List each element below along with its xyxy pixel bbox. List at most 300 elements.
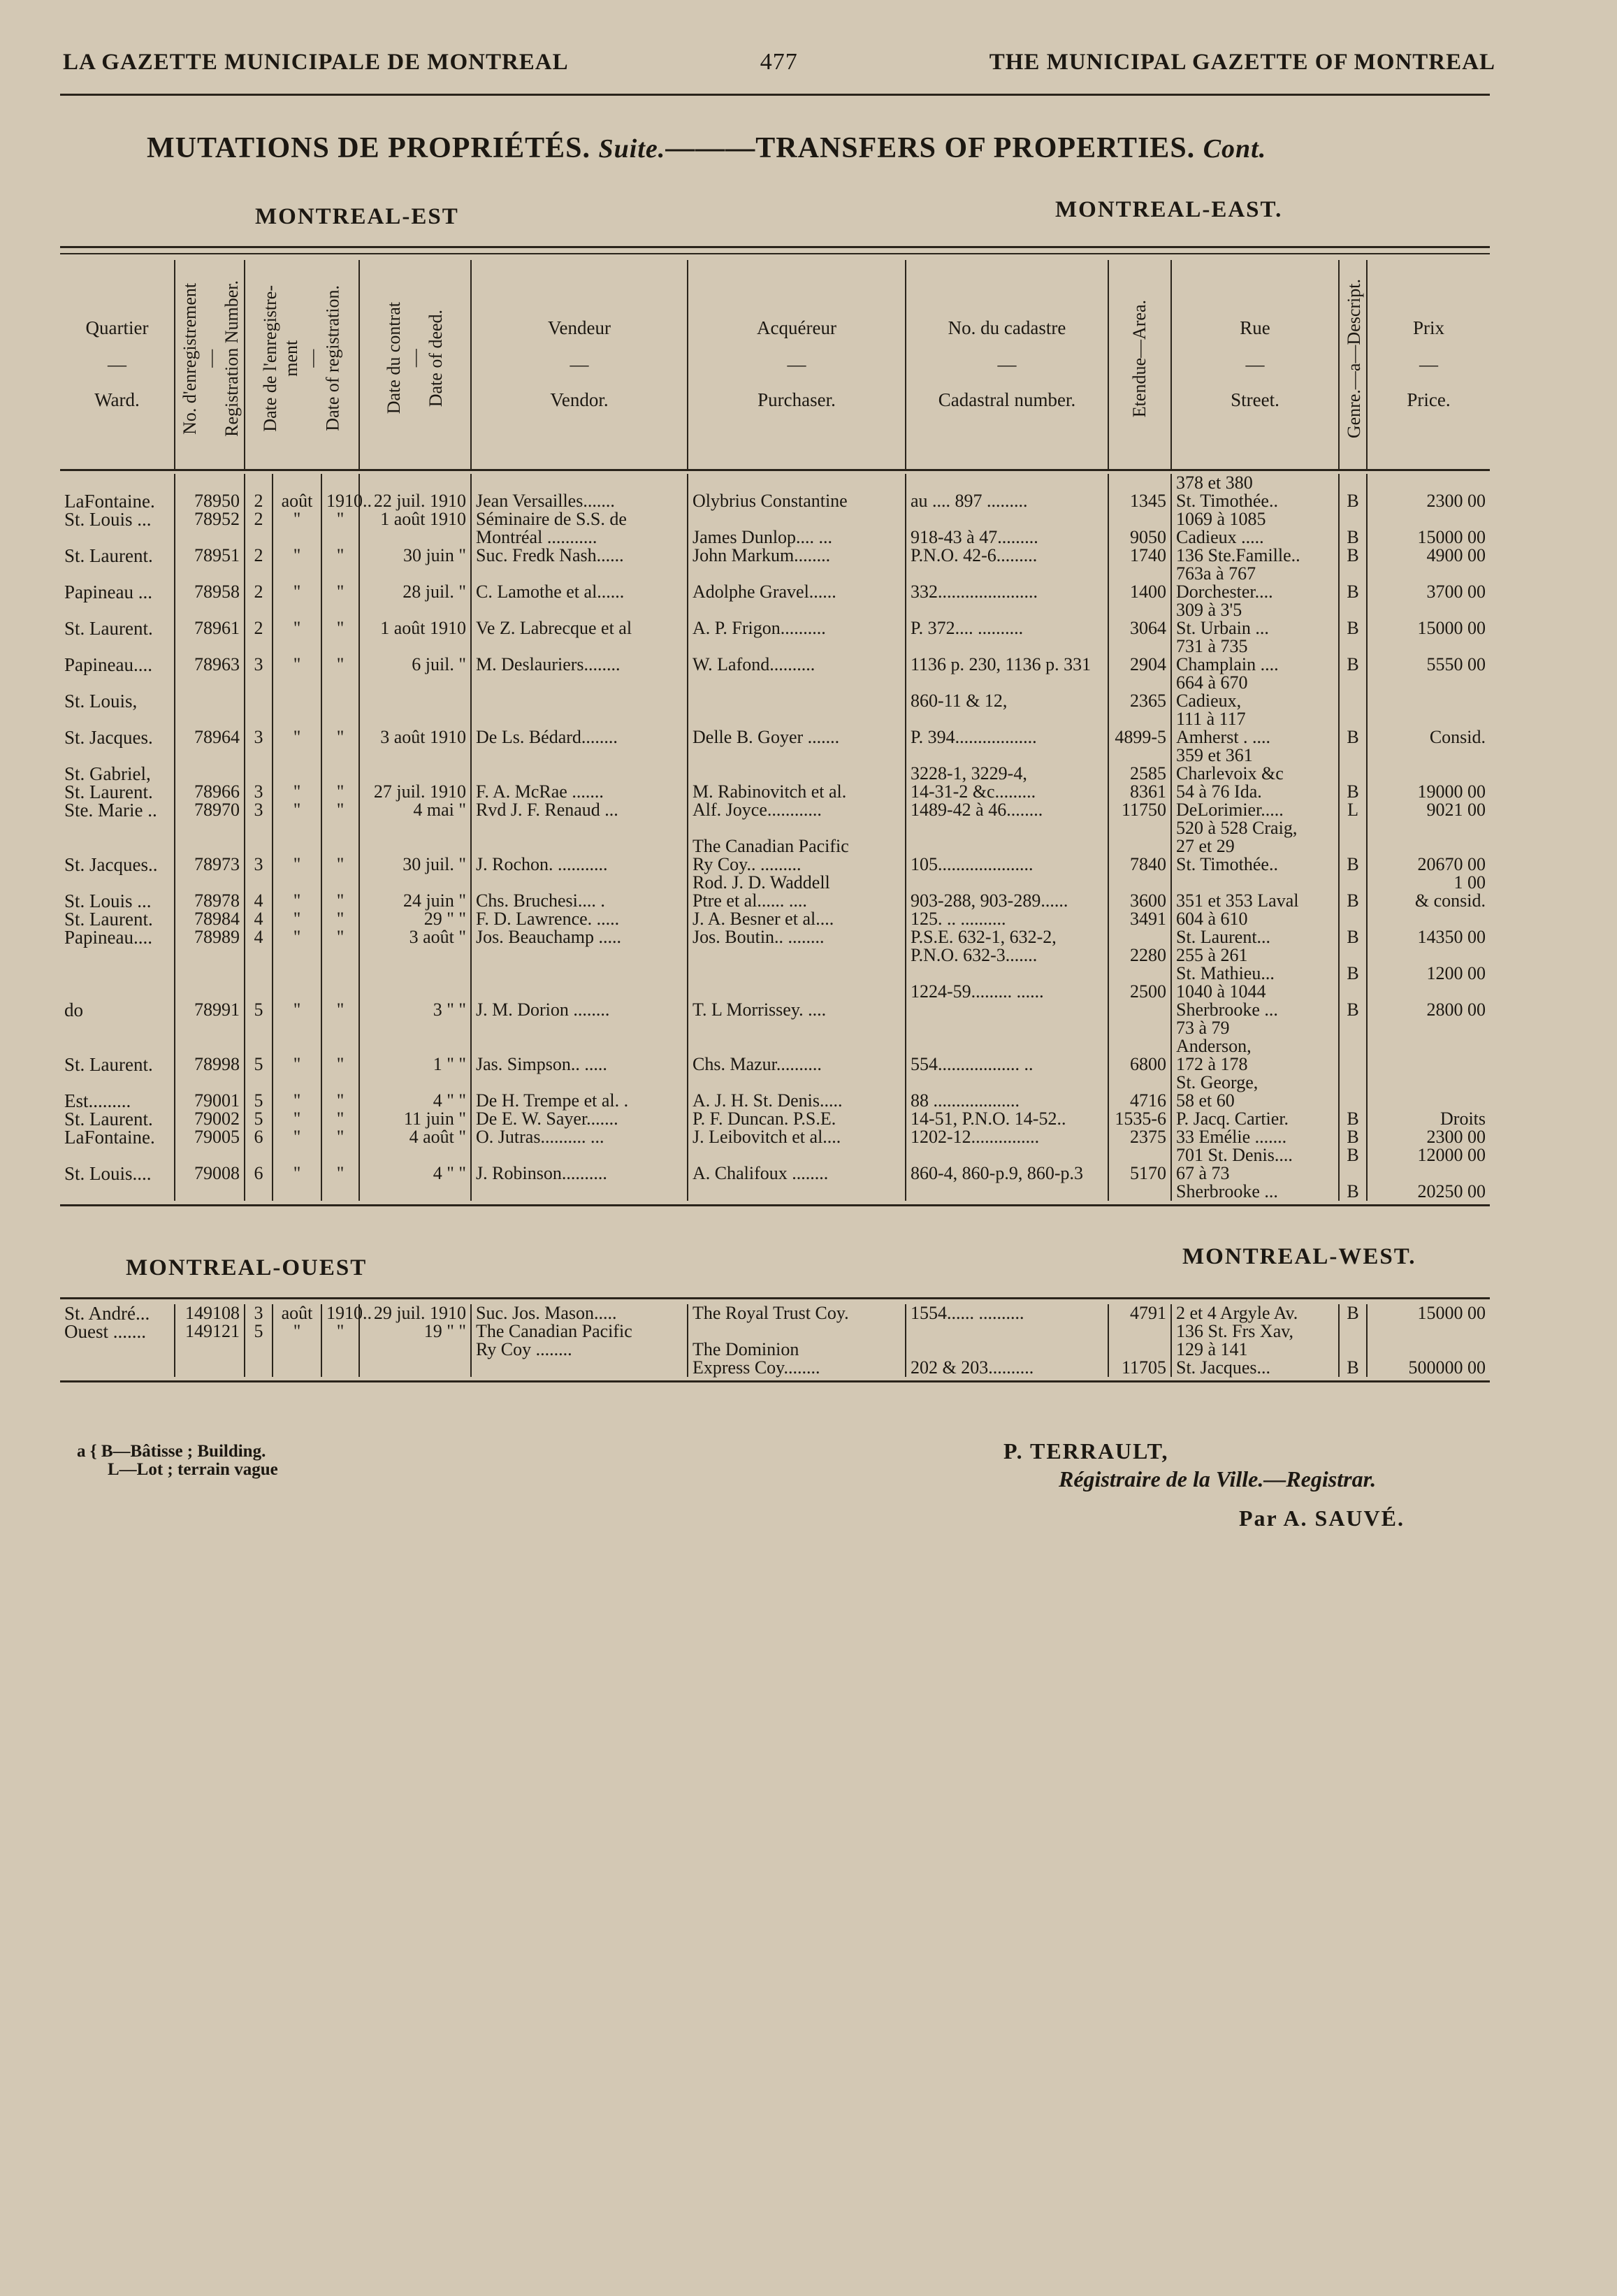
cell-line bbox=[1344, 819, 1362, 837]
cell-line bbox=[277, 819, 317, 837]
cell-line bbox=[364, 765, 466, 783]
east-header-row bbox=[60, 260, 1490, 470]
cell-cad bbox=[906, 547, 1108, 565]
east-table-body bbox=[60, 474, 1490, 1201]
cell-line bbox=[911, 819, 1103, 837]
cell-line: 9021 00 bbox=[1426, 800, 1486, 820]
cell-line: 5 bbox=[254, 1090, 263, 1111]
cell-line bbox=[1113, 710, 1166, 728]
cell-vendor bbox=[471, 547, 688, 565]
cell-line: Jas. Simpson.. ..... bbox=[476, 1054, 607, 1074]
cell-line: 33 Emélie ....... bbox=[1176, 1127, 1287, 1147]
cell-line: J. M. Dorion ........ bbox=[476, 999, 610, 1020]
cell-ward bbox=[60, 874, 175, 910]
table-row bbox=[60, 1092, 1490, 1164]
cell-line: St. Laurent. bbox=[64, 618, 153, 639]
cell-line bbox=[249, 837, 268, 855]
cell-line bbox=[1344, 474, 1362, 492]
cell-line: " bbox=[293, 909, 301, 929]
cell-line: " bbox=[293, 1321, 301, 1341]
cell-line bbox=[1372, 601, 1486, 619]
cell-ward bbox=[60, 910, 175, 983]
cell-purchaser bbox=[688, 565, 906, 601]
cell-line bbox=[64, 1019, 170, 1037]
cell-line: " bbox=[293, 1109, 301, 1129]
cell-line bbox=[326, 474, 354, 492]
footnote: a { B—Bâtisse ; Building. L—Lot ; terrain vague bbox=[77, 1442, 278, 1479]
cell-line bbox=[326, 874, 354, 892]
cell-line bbox=[180, 601, 240, 619]
cell-line bbox=[326, 1037, 354, 1055]
cell-line bbox=[1113, 837, 1166, 855]
cell-line: J. Robinson.......... bbox=[476, 1163, 607, 1183]
cell-line: 3700 00 bbox=[1426, 582, 1486, 602]
cell-line: 903-288, 903-289...... bbox=[911, 890, 1068, 911]
table-row bbox=[60, 874, 1490, 910]
cell-line: " bbox=[336, 999, 345, 1020]
column-header-line: Date of deed. bbox=[425, 309, 446, 407]
cell-area bbox=[1108, 1164, 1171, 1201]
cell-deed bbox=[359, 1304, 471, 1377]
cell-line: " bbox=[293, 1054, 301, 1074]
cell-ryear bbox=[321, 819, 359, 874]
cell-line bbox=[277, 1019, 317, 1037]
cell-ward bbox=[60, 565, 175, 601]
column-header-line: Price. bbox=[1407, 389, 1451, 410]
cell-vendor bbox=[471, 910, 688, 983]
cell-vendor bbox=[471, 874, 688, 910]
cell-ward bbox=[60, 601, 175, 637]
cell-line: P.N.O. 632-3....... bbox=[911, 945, 1038, 965]
cell-area bbox=[1108, 674, 1171, 746]
cell-descr bbox=[1339, 601, 1367, 637]
cell-line: 136 Ste.Famille.. bbox=[1176, 545, 1300, 565]
header-rule bbox=[60, 94, 1490, 96]
col-descr bbox=[1339, 260, 1367, 470]
cell-line: " bbox=[336, 1163, 345, 1183]
cell-reg bbox=[175, 674, 245, 746]
cell-line bbox=[364, 637, 466, 656]
cell-line bbox=[180, 983, 240, 1001]
cell-line: 2280 bbox=[1130, 945, 1167, 965]
cell-line bbox=[326, 692, 354, 710]
cell-line: B bbox=[1347, 654, 1359, 674]
cell-line bbox=[249, 983, 268, 1001]
east-top-rule bbox=[60, 246, 1490, 248]
west-subhead-fr: MONTREAL-OUEST bbox=[126, 1255, 368, 1280]
cell-line bbox=[180, 710, 240, 728]
cell-line: 88 ................... bbox=[911, 1090, 1020, 1111]
cell-line bbox=[1372, 1322, 1486, 1341]
cell-line: 1 " " bbox=[433, 1054, 467, 1074]
cell-line: J. Leibovitch et al.... bbox=[693, 1127, 841, 1147]
cell-line bbox=[476, 837, 683, 855]
cell-cad bbox=[906, 874, 1108, 910]
column-header-line: Acquéreur bbox=[757, 317, 836, 339]
cell-area bbox=[1108, 746, 1171, 819]
cell-line: 11750 bbox=[1121, 800, 1167, 820]
cell-line: Alf. Joyce............ bbox=[693, 800, 822, 820]
cell-reg bbox=[175, 1019, 245, 1092]
cell-line: 4 août " bbox=[409, 1127, 467, 1147]
cell-line: P. 372.... .......... bbox=[911, 618, 1024, 638]
cell-line: C. Lamothe et al...... bbox=[476, 582, 625, 602]
cell-line: Chs. Bruchesi.... . bbox=[476, 890, 605, 911]
cell-line: Jos. Beauchamp ..... bbox=[476, 927, 621, 947]
east-transfers-table bbox=[60, 260, 1490, 1206]
cell-rmon bbox=[273, 819, 321, 874]
cell-line bbox=[1372, 1074, 1486, 1092]
cell-line: " bbox=[336, 1054, 345, 1074]
cell-line: 67 à 73 bbox=[1176, 1163, 1230, 1183]
cell-line bbox=[476, 692, 683, 710]
cell-line bbox=[326, 819, 354, 837]
cell-rmon bbox=[273, 601, 321, 637]
cell-deed bbox=[359, 910, 471, 983]
cell-line: 27 juil. 1910 bbox=[373, 781, 467, 802]
cell-line: 4716 bbox=[1130, 1090, 1167, 1111]
cell-rmon bbox=[273, 565, 321, 601]
cell-line bbox=[64, 565, 170, 583]
cell-line bbox=[1344, 1092, 1362, 1110]
column-header-line: — bbox=[302, 349, 322, 368]
cell-line: A. J. H. St. Denis..... bbox=[693, 1090, 843, 1111]
cell-line bbox=[180, 874, 240, 892]
cell-line bbox=[364, 474, 466, 492]
cell-line: St. Laurent... bbox=[1176, 927, 1271, 947]
cell-line: Est......... bbox=[64, 1090, 131, 1111]
cell-purchaser bbox=[688, 1019, 906, 1092]
cell-reg bbox=[175, 1304, 245, 1377]
cell-line bbox=[249, 565, 268, 583]
cell-line bbox=[64, 1037, 170, 1055]
cell-ryear bbox=[321, 565, 359, 601]
cell-line: Sherbrooke ... bbox=[1176, 999, 1278, 1020]
cell-line: " bbox=[293, 800, 301, 820]
cell-line: 105..................... bbox=[911, 854, 1034, 874]
cell-line: 28 juil. " bbox=[403, 582, 467, 602]
cell-rmon bbox=[273, 1092, 321, 1164]
cell-line: Chs. Mazur.......... bbox=[693, 1054, 822, 1074]
table-row bbox=[60, 1304, 1490, 1377]
table-row bbox=[60, 547, 1490, 565]
cell-line bbox=[249, 1037, 268, 1055]
table-row bbox=[60, 637, 1490, 674]
cell-line: 20670 00 bbox=[1417, 854, 1486, 874]
cell-line bbox=[1344, 837, 1362, 855]
cell-line: The Royal Trust Coy. bbox=[693, 1303, 849, 1323]
cell-purchaser bbox=[688, 601, 906, 637]
cell-line: 5 bbox=[254, 1109, 263, 1129]
cell-rmon bbox=[273, 1019, 321, 1092]
cell-line bbox=[911, 1341, 1103, 1359]
cell-line: B bbox=[1347, 927, 1359, 947]
cell-line bbox=[1372, 946, 1486, 965]
cell-line: B bbox=[1347, 727, 1359, 747]
cell-line: 15000 00 bbox=[1417, 527, 1486, 547]
cell-line bbox=[693, 983, 901, 1001]
cell-line bbox=[1372, 565, 1486, 583]
cell-street bbox=[1171, 910, 1339, 983]
cell-street bbox=[1171, 565, 1339, 601]
cell-line: Sherbrooke ... bbox=[1176, 1181, 1278, 1201]
cell-line bbox=[1344, 1341, 1362, 1359]
cell-line: B bbox=[1347, 1303, 1359, 1323]
cell-rmon bbox=[273, 1164, 321, 1201]
cell-line: " bbox=[293, 727, 301, 747]
cell-line: The Canadian Pacific bbox=[693, 836, 849, 856]
cell-line bbox=[476, 1019, 683, 1037]
cell-line: 1202-12............... bbox=[911, 1127, 1040, 1147]
cell-line bbox=[64, 637, 170, 656]
cell-rmon bbox=[273, 746, 321, 819]
cell-line: 3 bbox=[254, 800, 263, 820]
cell-cad bbox=[906, 1019, 1108, 1092]
cell-line: B bbox=[1347, 890, 1359, 911]
cell-area bbox=[1108, 983, 1171, 1019]
cell-line: " bbox=[293, 509, 301, 529]
cell-cad bbox=[906, 746, 1108, 819]
cell-line bbox=[476, 1037, 683, 1055]
cell-line: A. Chalifoux ........ bbox=[693, 1163, 829, 1183]
column-header-line: — bbox=[1419, 353, 1439, 375]
cell-line bbox=[1372, 710, 1486, 728]
cell-line: Olybrius Constantine bbox=[693, 491, 848, 511]
cell-street bbox=[1171, 819, 1339, 874]
page-number: 477 bbox=[760, 49, 798, 75]
cell-rday bbox=[245, 746, 273, 819]
cell-line: 4900 00 bbox=[1426, 545, 1486, 565]
signature-title-text: Régistraire de la Ville.—Registrar. bbox=[1059, 1466, 1377, 1492]
cell-line bbox=[1344, 1055, 1362, 1074]
cell-line: B bbox=[1347, 1181, 1359, 1201]
cell-line bbox=[326, 983, 354, 1001]
cell-line: The Dominion bbox=[693, 1339, 799, 1359]
cell-line: Cadieux ..... bbox=[1176, 527, 1264, 547]
cell-vendor bbox=[471, 819, 688, 874]
cell-line: 15000 00 bbox=[1417, 618, 1486, 638]
column-header-line: Etendue—Area. bbox=[1129, 299, 1150, 417]
cell-line: " bbox=[336, 618, 345, 638]
cell-line: 149108 bbox=[185, 1303, 240, 1323]
column-header-line: — bbox=[787, 353, 806, 375]
signature-by: Par A. SAUVÉ. bbox=[1239, 1506, 1405, 1531]
cell-line: John Markum........ bbox=[693, 545, 831, 565]
cell-line: 1554...... .......... bbox=[911, 1303, 1024, 1323]
cell-line bbox=[249, 692, 268, 710]
cell-vendor bbox=[471, 601, 688, 637]
cell-line: 79008 bbox=[194, 1163, 240, 1183]
cell-line: " bbox=[336, 909, 345, 929]
column-header-line: Vendeur bbox=[548, 317, 611, 339]
footnote-line-2: L—Lot ; terrain vague bbox=[108, 1460, 278, 1479]
cell-line: 2300 00 bbox=[1426, 1127, 1486, 1147]
cell-line bbox=[364, 565, 466, 583]
cell-descr bbox=[1339, 1304, 1367, 1377]
cell-line bbox=[476, 601, 683, 619]
cell-line: St. George, bbox=[1176, 1072, 1259, 1092]
cell-line: 6 juil. " bbox=[412, 654, 467, 674]
cell-line: 1069 à 1085 bbox=[1176, 509, 1266, 529]
cell-line bbox=[1113, 928, 1166, 946]
cell-line bbox=[911, 1037, 1103, 1055]
table-row bbox=[60, 565, 1490, 601]
cell-vendor bbox=[471, 1304, 688, 1377]
cell-line bbox=[364, 983, 466, 1001]
cell-line bbox=[1113, 1019, 1166, 1037]
cell-line: 1489-42 à 46........ bbox=[911, 800, 1043, 820]
table-row bbox=[60, 983, 1490, 1019]
cell-line bbox=[911, 601, 1103, 619]
cell-cad bbox=[906, 1164, 1108, 1201]
cell-reg bbox=[175, 983, 245, 1019]
cell-line: 12000 00 bbox=[1417, 1145, 1486, 1165]
cell-descr bbox=[1339, 1164, 1367, 1201]
cell-line bbox=[326, 637, 354, 656]
cell-line: " bbox=[336, 1321, 345, 1341]
cell-line bbox=[249, 637, 268, 656]
cell-deed bbox=[359, 1164, 471, 1201]
cell-area bbox=[1108, 1304, 1171, 1377]
cell-line: B bbox=[1347, 545, 1359, 565]
cell-line: " bbox=[336, 1090, 345, 1111]
col-price bbox=[1367, 260, 1490, 470]
cell-line: 3 bbox=[254, 654, 263, 674]
cell-purchaser bbox=[688, 547, 906, 565]
cell-line bbox=[326, 565, 354, 583]
cell-rmon bbox=[273, 637, 321, 674]
cell-descr bbox=[1339, 547, 1367, 565]
cell-purchaser bbox=[688, 474, 906, 547]
cell-line: 1535-6 bbox=[1115, 1109, 1167, 1129]
cell-line: L bbox=[1347, 800, 1358, 820]
cell-line: " bbox=[336, 1127, 345, 1147]
cell-rmon bbox=[273, 474, 321, 547]
cell-line bbox=[911, 474, 1103, 492]
cell-line bbox=[249, 874, 268, 892]
cell-line bbox=[476, 710, 683, 728]
cell-purchaser bbox=[688, 674, 906, 746]
cell-line: Droits bbox=[1440, 1109, 1486, 1129]
cell-area bbox=[1108, 910, 1171, 983]
table-row bbox=[60, 746, 1490, 819]
cell-line: B bbox=[1347, 527, 1359, 547]
cell-line: Séminaire de S.S. de bbox=[476, 509, 627, 529]
cell-line: 2904 bbox=[1130, 654, 1167, 674]
cell-line: 520 à 528 Craig, bbox=[1176, 818, 1298, 838]
cell-vendor bbox=[471, 637, 688, 674]
cell-line bbox=[277, 746, 317, 765]
cell-line bbox=[476, 674, 683, 692]
cell-line bbox=[1344, 1322, 1362, 1341]
cell-line bbox=[277, 765, 317, 783]
cell-rday bbox=[245, 674, 273, 746]
cell-line bbox=[1113, 510, 1166, 528]
cell-line: 2 bbox=[254, 618, 263, 638]
cell-line: Cadieux, bbox=[1176, 691, 1242, 711]
cell-line: 9050 bbox=[1130, 527, 1167, 547]
cell-line bbox=[1372, 674, 1486, 692]
cell-line bbox=[1372, 474, 1486, 492]
cell-line: 78952 bbox=[194, 509, 240, 529]
cell-line: 5550 00 bbox=[1426, 654, 1486, 674]
cell-line: 15000 00 bbox=[1417, 1303, 1486, 1323]
cell-line: St. Louis ... bbox=[64, 509, 152, 530]
cell-ryear bbox=[321, 547, 359, 565]
cell-line bbox=[326, 1019, 354, 1037]
cell-line: 14-31-2 &c......... bbox=[911, 781, 1036, 802]
column-header-line: Cadastral number. bbox=[938, 389, 1076, 410]
cell-line bbox=[1372, 1092, 1486, 1110]
cell-line: & consid. bbox=[1414, 890, 1486, 911]
cell-line bbox=[277, 1037, 317, 1055]
cell-purchaser bbox=[688, 874, 906, 910]
cell-line: " bbox=[293, 545, 301, 565]
cell-rday bbox=[245, 547, 273, 565]
cell-descr bbox=[1339, 874, 1367, 910]
column-header-line: Quartier bbox=[85, 317, 149, 339]
cell-line: P. F. Duncan. P.S.E. bbox=[693, 1109, 836, 1129]
cell-line bbox=[1344, 1074, 1362, 1092]
cell-price bbox=[1367, 1092, 1490, 1164]
cell-line: 79005 bbox=[194, 1127, 240, 1147]
cell-line: 11705 bbox=[1121, 1357, 1166, 1378]
col-cadastre bbox=[906, 260, 1108, 470]
cell-line bbox=[180, 674, 240, 692]
cell-line: St. André... bbox=[64, 1303, 150, 1324]
cell-line: 604 à 610 bbox=[1176, 909, 1248, 929]
cell-line: P.S.E. 632-1, 632-2, bbox=[911, 927, 1057, 947]
cell-line bbox=[249, 601, 268, 619]
cell-line: M. Rabinovitch et al. bbox=[693, 781, 847, 802]
cell-line: Jos. Boutin.. ........ bbox=[693, 927, 825, 947]
cell-purchaser bbox=[688, 910, 906, 983]
cell-line bbox=[364, 692, 466, 710]
cell-line: Suc. Jos. Mason..... bbox=[476, 1303, 617, 1323]
cell-line: F. D. Lawrence. ..... bbox=[476, 909, 620, 929]
cell-area bbox=[1108, 547, 1171, 565]
cell-line: 3228-1, 3229-4, bbox=[911, 763, 1027, 784]
cell-line: Rvd J. F. Renaud ... bbox=[476, 800, 618, 820]
cell-line: 2 bbox=[254, 509, 263, 529]
cell-line: " bbox=[293, 1127, 301, 1147]
cell-line: 2500 bbox=[1130, 981, 1167, 1002]
cell-line bbox=[911, 510, 1103, 528]
cell-line: Ptre et al...... .... bbox=[693, 890, 807, 911]
cell-purchaser bbox=[688, 819, 906, 874]
cell-line: B bbox=[1347, 1109, 1359, 1129]
cell-line bbox=[249, 819, 268, 837]
cell-line: DeLorimier..... bbox=[1176, 800, 1284, 820]
cell-line: Papineau ... bbox=[64, 582, 152, 602]
cell-line: St. Laurent. bbox=[64, 545, 153, 566]
cell-line bbox=[1113, 637, 1166, 656]
cell-line: St. Jacques. bbox=[64, 727, 153, 748]
cell-line bbox=[1113, 1341, 1166, 1359]
cell-line: 2365 bbox=[1130, 691, 1167, 711]
cell-line: 4 bbox=[254, 927, 263, 947]
cell-line bbox=[693, 1037, 901, 1055]
east-subhead-fr: MONTREAL-EST bbox=[255, 204, 459, 229]
cell-line: " bbox=[293, 1090, 301, 1111]
cell-line: LaFontaine. bbox=[64, 1127, 155, 1148]
cell-line: B bbox=[1347, 1145, 1359, 1165]
cell-line bbox=[1372, 510, 1486, 528]
cell-line bbox=[1113, 601, 1166, 619]
cell-line: " bbox=[293, 890, 301, 911]
cell-line bbox=[249, 1019, 268, 1037]
cell-line: Express Coy........ bbox=[693, 1357, 820, 1378]
